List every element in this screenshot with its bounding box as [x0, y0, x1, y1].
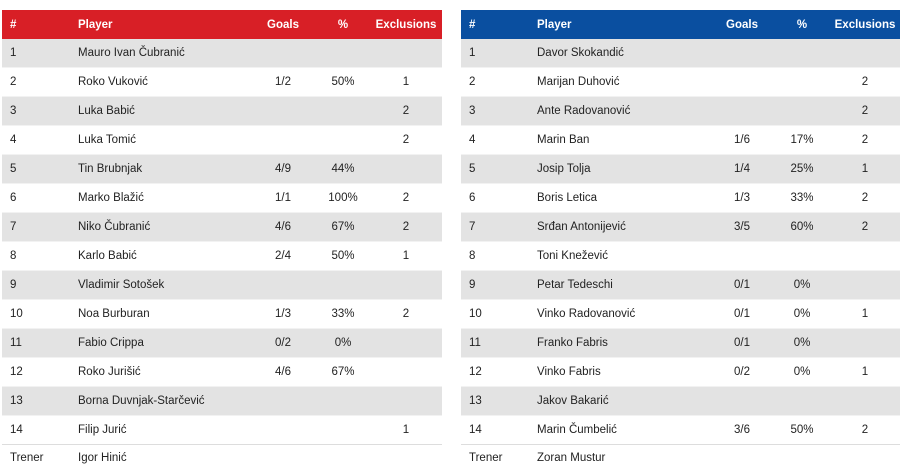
player-name: Davor Skokandić [529, 39, 709, 68]
player-name: Franko Fabris [529, 329, 709, 358]
player-name: Josip Tolja [529, 155, 709, 184]
exclusions-cell: 2 [829, 213, 900, 242]
exclusions-cell [370, 271, 442, 300]
goals-cell [250, 271, 316, 300]
exclusions-cell: 1 [370, 68, 442, 97]
player-name: Petar Tedeschi [529, 271, 709, 300]
table-row [461, 242, 900, 271]
player-name: Jakov Bakarić [529, 387, 709, 416]
exclusions-cell [829, 39, 900, 68]
player-name: Marijan Duhović [529, 68, 709, 97]
percent-cell: 0% [775, 271, 829, 300]
player-number: 10 [461, 300, 529, 329]
percent-cell: 0% [775, 358, 829, 387]
player-name: Mauro Ivan Čubranić [70, 39, 250, 68]
player-number: 12 [461, 358, 529, 387]
player-name: Ante Radovanović [529, 97, 709, 126]
table-row [2, 387, 442, 416]
percent-cell [775, 242, 829, 271]
goals-cell: 4/9 [250, 155, 316, 184]
percent-cell [316, 271, 370, 300]
percent-cell: 0% [775, 300, 829, 329]
header-exclusions: Exclusions [370, 10, 442, 39]
table-row [2, 39, 442, 68]
left-team-table [2, 10, 442, 471]
table-row [461, 39, 900, 68]
player-name: Vinko Fabris [529, 358, 709, 387]
goals-cell [709, 242, 775, 271]
player-number: 14 [461, 416, 529, 445]
percent-cell [316, 387, 370, 416]
goals-cell [250, 39, 316, 68]
percent-cell: 0% [316, 329, 370, 358]
exclusions-cell [370, 358, 442, 387]
player-number: 11 [461, 329, 529, 358]
right-team-rows [461, 39, 900, 445]
percent-cell: 60% [775, 213, 829, 242]
table-row [461, 300, 900, 329]
goals-cell [709, 97, 775, 126]
table-row [2, 416, 442, 445]
player-number: 11 [2, 329, 70, 358]
right-header-row [461, 10, 900, 39]
goals-cell: 0/1 [709, 329, 775, 358]
table-row [2, 213, 442, 242]
percent-cell [316, 39, 370, 68]
table-row [461, 213, 900, 242]
goals-cell: 3/6 [709, 416, 775, 445]
coach-name: Zoran Mustur [529, 445, 900, 471]
percent-cell [775, 39, 829, 68]
percent-cell: 33% [775, 184, 829, 213]
exclusions-cell: 1 [829, 300, 900, 329]
player-name: Niko Čubranić [70, 213, 250, 242]
table-row [2, 68, 442, 97]
player-name: Toni Knežević [529, 242, 709, 271]
exclusions-cell: 1 [829, 358, 900, 387]
goals-cell [709, 68, 775, 97]
player-number: 2 [461, 68, 529, 97]
header-num: # [461, 10, 529, 39]
percent-cell: 50% [775, 416, 829, 445]
coach-name: Igor Hinić [70, 445, 442, 471]
exclusions-cell: 2 [829, 184, 900, 213]
player-number: 8 [461, 242, 529, 271]
percent-cell: 44% [316, 155, 370, 184]
table-row [461, 184, 900, 213]
player-name: Filip Jurić [70, 416, 250, 445]
player-number: 6 [461, 184, 529, 213]
exclusions-cell [829, 271, 900, 300]
goals-cell: 4/6 [250, 213, 316, 242]
exclusions-cell [370, 39, 442, 68]
table-row [461, 68, 900, 97]
percent-cell: 33% [316, 300, 370, 329]
percent-cell: 0% [775, 329, 829, 358]
player-number: 12 [2, 358, 70, 387]
table-row [2, 184, 442, 213]
percent-cell: 100% [316, 184, 370, 213]
player-number: 3 [461, 97, 529, 126]
exclusions-cell: 2 [829, 416, 900, 445]
goals-cell [250, 97, 316, 126]
table-row [2, 155, 442, 184]
player-name: Marin Ban [529, 126, 709, 155]
header-goals: Goals [709, 10, 775, 39]
player-number: 4 [461, 126, 529, 155]
percent-cell: 17% [775, 126, 829, 155]
player-name: Borna Duvnjak-Starčević [70, 387, 250, 416]
percent-cell: 25% [775, 155, 829, 184]
table-row [2, 97, 442, 126]
player-number: 5 [461, 155, 529, 184]
goals-cell: 3/5 [709, 213, 775, 242]
player-name: Vladimir Sotošek [70, 271, 250, 300]
exclusions-cell: 2 [829, 126, 900, 155]
player-number: 14 [2, 416, 70, 445]
player-number: 13 [461, 387, 529, 416]
goals-cell: 0/2 [250, 329, 316, 358]
goals-cell: 0/1 [709, 300, 775, 329]
percent-cell [775, 68, 829, 97]
player-name: Noa Burburan [70, 300, 250, 329]
header-player: Player [70, 10, 250, 39]
player-number: 6 [2, 184, 70, 213]
player-number: 9 [461, 271, 529, 300]
player-number: 8 [2, 242, 70, 271]
player-name: Roko Jurišić [70, 358, 250, 387]
exclusions-cell: 2 [370, 97, 442, 126]
player-name: Luka Babić [70, 97, 250, 126]
percent-cell [316, 126, 370, 155]
percent-cell: 50% [316, 242, 370, 271]
percent-cell: 67% [316, 213, 370, 242]
table-row [461, 155, 900, 184]
goals-cell: 1/6 [709, 126, 775, 155]
left-team-rows [2, 39, 442, 445]
table-row [461, 329, 900, 358]
exclusions-cell [370, 329, 442, 358]
player-name: Srđan Antonijević [529, 213, 709, 242]
player-number: 7 [461, 213, 529, 242]
goals-cell: 4/6 [250, 358, 316, 387]
table-row [461, 271, 900, 300]
percent-cell [775, 97, 829, 126]
player-number: 7 [2, 213, 70, 242]
exclusions-cell: 2 [370, 300, 442, 329]
table-row [2, 358, 442, 387]
player-number: 2 [2, 68, 70, 97]
exclusions-cell: 1 [370, 242, 442, 271]
player-number: 1 [461, 39, 529, 68]
goals-cell: 1/2 [250, 68, 316, 97]
percent-cell [316, 97, 370, 126]
left-header-row [2, 10, 442, 39]
goals-cell: 1/3 [709, 184, 775, 213]
header-exclusions: Exclusions [829, 10, 900, 39]
player-name: Fabio Crippa [70, 329, 250, 358]
table-row [461, 387, 900, 416]
exclusions-cell [829, 329, 900, 358]
player-number: 10 [2, 300, 70, 329]
exclusions-cell: 2 [829, 97, 900, 126]
table-row [461, 126, 900, 155]
goals-cell [250, 416, 316, 445]
table-row [461, 358, 900, 387]
goals-cell: 0/2 [709, 358, 775, 387]
header-goals: Goals [250, 10, 316, 39]
player-number: 9 [2, 271, 70, 300]
table-row [461, 416, 900, 445]
player-name: Vinko Radovanović [529, 300, 709, 329]
percent-cell: 50% [316, 68, 370, 97]
right-coach-row [461, 445, 900, 471]
percent-cell: 67% [316, 358, 370, 387]
right-team-table [461, 10, 900, 471]
exclusions-cell [829, 387, 900, 416]
player-number: 5 [2, 155, 70, 184]
goals-cell: 1/3 [250, 300, 316, 329]
player-name: Marin Čumbelić [529, 416, 709, 445]
goals-cell [250, 126, 316, 155]
exclusions-cell [370, 387, 442, 416]
table-row [2, 126, 442, 155]
player-name: Tin Brubnjak [70, 155, 250, 184]
table-row [2, 271, 442, 300]
header-pct: % [316, 10, 370, 39]
table-row [2, 242, 442, 271]
goals-cell: 0/1 [709, 271, 775, 300]
goals-cell: 2/4 [250, 242, 316, 271]
coach-label: Trener [2, 445, 70, 471]
exclusions-cell: 1 [829, 155, 900, 184]
goals-cell [250, 387, 316, 416]
table-row [2, 300, 442, 329]
player-number: 4 [2, 126, 70, 155]
exclusions-cell: 2 [829, 68, 900, 97]
exclusions-cell [829, 242, 900, 271]
exclusions-cell: 1 [370, 416, 442, 445]
player-number: 3 [2, 97, 70, 126]
player-name: Marko Blažić [70, 184, 250, 213]
percent-cell [316, 416, 370, 445]
coach-label: Trener [461, 445, 529, 471]
exclusions-cell: 2 [370, 184, 442, 213]
player-name: Boris Letica [529, 184, 709, 213]
player-number: 1 [2, 39, 70, 68]
player-name: Luka Tomić [70, 126, 250, 155]
goals-cell: 1/4 [709, 155, 775, 184]
goals-cell: 1/1 [250, 184, 316, 213]
goals-cell [709, 39, 775, 68]
table-row [461, 97, 900, 126]
table-row [2, 329, 442, 358]
header-num: # [2, 10, 70, 39]
exclusions-cell: 2 [370, 213, 442, 242]
percent-cell [775, 387, 829, 416]
exclusions-cell [370, 155, 442, 184]
goals-cell [709, 387, 775, 416]
header-pct: % [775, 10, 829, 39]
player-name: Roko Vuković [70, 68, 250, 97]
header-player: Player [529, 10, 709, 39]
player-number: 13 [2, 387, 70, 416]
exclusions-cell: 2 [370, 126, 442, 155]
left-coach-row [2, 445, 442, 471]
player-name: Karlo Babić [70, 242, 250, 271]
